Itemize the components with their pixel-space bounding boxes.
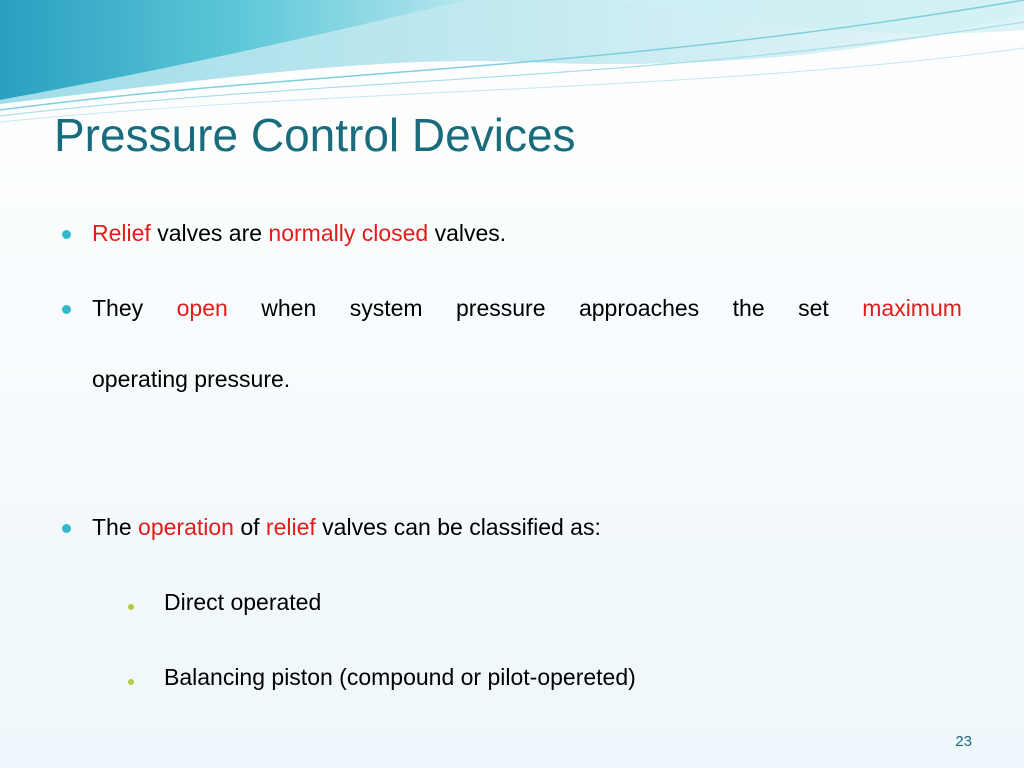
bullet-2-word: They [92, 295, 144, 321]
bullet-3-word-operation: operation [138, 514, 234, 540]
bullet-2-word: approaches [578, 295, 700, 321]
bullet-3-word-relief: relief [265, 514, 316, 540]
bullet-2-word: the [732, 295, 765, 321]
bullet-1-word-relief: Relief [92, 220, 151, 246]
bullet-2-word: set [798, 295, 829, 321]
sub-bullet-dot [128, 679, 134, 685]
bullet-2 [92, 295, 962, 322]
bullet-1-text: valves are [150, 220, 269, 246]
bullet-1 [92, 220, 506, 247]
bullet-2-word-open: open [176, 295, 228, 321]
bullet-2-line-1 [92, 295, 962, 322]
page-number: 23 [955, 733, 972, 750]
bullet-2-word: pressure [456, 295, 546, 321]
sub-bullet-1: Direct operated [164, 589, 322, 615]
sub-bullet-dot [128, 604, 134, 610]
bullet-2-line-2: operating pressure. [92, 366, 291, 392]
bullet-2-word: system [349, 295, 423, 321]
bullet-2-word: when [261, 295, 317, 321]
bullet-3 [92, 514, 601, 541]
bullet-dot [62, 305, 71, 314]
bullet-dot [62, 524, 71, 533]
bullet-3-text: The [92, 514, 139, 540]
bullet-3-text-end: valves can be classified as: [315, 514, 601, 540]
slide-title: Pressure Control Devices [54, 109, 576, 161]
bullet-1-word-normally-closed: normally closed [268, 220, 429, 246]
bullet-3-text: of [233, 514, 266, 540]
bullet-2-word-maximum: maximum [862, 295, 962, 321]
sub-bullet-2: Balancing piston (compound or pilot-opereted) [164, 664, 636, 690]
bullet-1-text-end: valves. [428, 220, 507, 246]
bullet-dot [62, 230, 71, 239]
